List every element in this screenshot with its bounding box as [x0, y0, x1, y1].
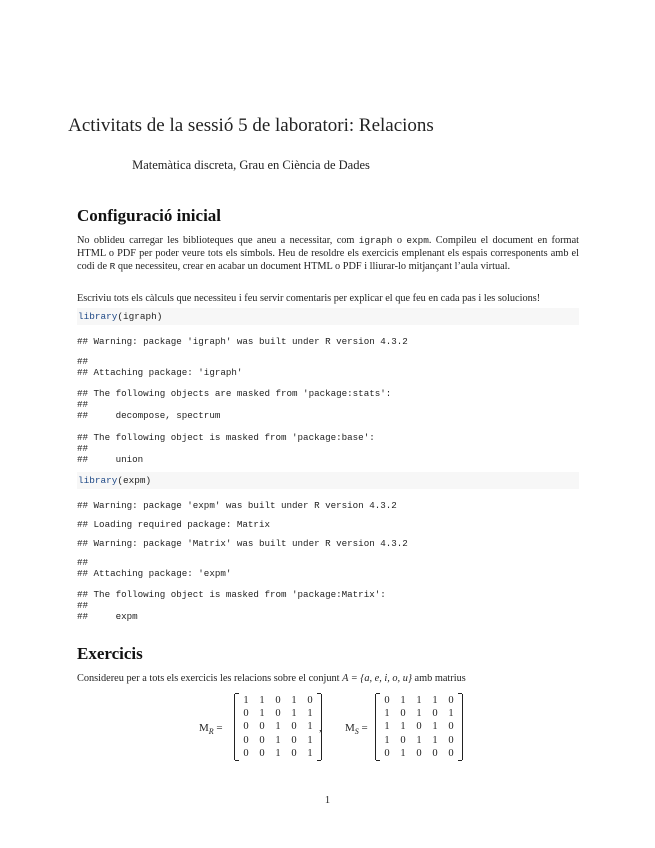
- matrix-r: [234, 694, 322, 760]
- matrix-cell: 1: [400, 747, 406, 759]
- para-text: que necessiteu, crear en acabar un document HTML o PDF i lliurar-lo mitjançant l’aula virtual.: [115, 260, 511, 272]
- section-heading-exercises: Exercicis: [77, 644, 143, 663]
- console-output: ## The following objects are masked from 'package:stats': ## ## decompose, spectrum: [77, 388, 392, 421]
- matrix-row: [238, 720, 318, 733]
- setup-paragraph: [77, 235, 579, 273]
- matrix-cell: 0: [384, 695, 390, 706]
- matrix-cell: 0: [243, 708, 249, 720]
- matrix-cell: 0: [448, 721, 454, 733]
- matrix-row: [238, 734, 318, 747]
- matrix-cell: 0: [259, 747, 265, 759]
- matrix-cell: 0: [259, 721, 265, 733]
- matrix-row: [379, 720, 459, 733]
- matrix-row: [379, 747, 459, 760]
- section-heading-setup: Configuració inicial: [77, 206, 222, 225]
- console-output: ## ## Attaching package: 'igraph': [77, 356, 243, 378]
- code-argument: (igraph): [117, 311, 163, 322]
- matrix-row: [238, 747, 318, 760]
- matrix-cell: 0: [432, 747, 438, 759]
- instructions-paragraph: Escriviu tots els càlculs que necessiteu i feu servir comentaris per explicar el que feu en cada pas i les solucions!: [77, 293, 541, 304]
- para-text: o: [392, 235, 407, 246]
- inline-code: expm: [406, 235, 429, 246]
- matrix-cell: 0: [384, 747, 390, 759]
- matrix-cell: 1: [307, 708, 313, 720]
- matrix-cell: 0: [243, 721, 249, 733]
- matrix-s: [375, 694, 463, 760]
- matrix-cell: 1: [243, 695, 249, 706]
- matrix-cell: 1: [275, 734, 281, 746]
- matrix-cell: 1: [416, 695, 422, 706]
- matrix-cell: 1: [400, 721, 406, 733]
- matrix-cell: 0: [259, 734, 265, 746]
- console-output: ## ## Attaching package: 'expm': [77, 557, 232, 579]
- matrix-cell: 1: [291, 708, 297, 720]
- console-output: ## Warning: package 'expm' was built under R version 4.3.2: [77, 500, 397, 511]
- matrix-cell: 0: [416, 747, 422, 759]
- document-subtitle: Matemàtica discreta, Grau en Ciència de Dades: [132, 158, 370, 172]
- page-number: 1: [324, 795, 331, 806]
- matrix-cell: 1: [384, 734, 390, 746]
- set-expression: A = {a, e, i, o, u}: [342, 673, 412, 684]
- matrix-cell: 0: [243, 747, 249, 759]
- matrix-cell: 1: [307, 747, 313, 759]
- matrix-cell: 0: [275, 695, 281, 706]
- matrix-cell: 0: [432, 708, 438, 720]
- matrix-row: [379, 694, 459, 707]
- matrix-cell: 0: [291, 747, 297, 759]
- code-function: library: [78, 311, 118, 322]
- code-function: library: [78, 475, 118, 486]
- code-argument: (expm): [117, 475, 152, 486]
- matrix-row: [238, 694, 318, 707]
- matrix-separator: ,: [319, 722, 322, 734]
- matrix-cell: 0: [448, 734, 454, 746]
- matrix-cell: 1: [432, 734, 438, 746]
- matrix-cell: 1: [400, 695, 406, 706]
- matrix-row: [379, 734, 459, 747]
- matrix-r-label: $M_R$ =: [199, 722, 223, 737]
- matrix-cell: 0: [243, 734, 249, 746]
- matrix-cell: 1: [416, 708, 422, 720]
- matrix-s-label: $M_S$ =: [345, 722, 368, 737]
- matrix-cell: 1: [275, 721, 281, 733]
- matrix-cell: 0: [307, 695, 313, 706]
- console-output: ## Warning: package 'Matrix' was built under R version 4.3.2: [77, 538, 408, 549]
- matrix-cell: 1: [432, 695, 438, 706]
- para-text: amb matrius: [411, 673, 466, 684]
- matrix-cell: 1: [307, 734, 313, 746]
- matrix-row: [238, 707, 318, 720]
- console-output: ## The following object is masked from 'package:base': ## ## union: [77, 432, 375, 465]
- console-output: ## Warning: package 'igraph' was built under R version 4.3.2: [77, 336, 408, 347]
- matrix-cell: 0: [448, 695, 454, 706]
- matrix-cell: 1: [416, 734, 422, 746]
- matrix-cell: 1: [384, 708, 390, 720]
- inline-code: R: [109, 260, 116, 272]
- matrix-cell: 0: [416, 721, 422, 733]
- console-output: ## Loading required package: Matrix: [77, 519, 270, 530]
- matrix-row: [379, 707, 459, 720]
- matrix-cell: 1: [259, 695, 265, 706]
- matrix-cell: 0: [448, 747, 454, 759]
- para-text: . Compileu el document en format HTML o PDF per poder veure tots els símbols. Heu de resoldre els exercicis emplenant els espais corresponents amb el codi de: [77, 235, 580, 272]
- matrix-cell: 0: [291, 734, 297, 746]
- matrix-cell: 0: [291, 721, 297, 733]
- matrix-cell: 1: [384, 721, 390, 733]
- matrix-cell: 0: [400, 734, 406, 746]
- code-block-expm: [77, 472, 579, 489]
- matrices-display: [199, 694, 579, 764]
- matrix-cell: 1: [307, 721, 313, 733]
- code-block-igraph: [77, 308, 579, 325]
- matrix-cell: 1: [291, 695, 297, 706]
- matrix-cell: 1: [275, 747, 281, 759]
- exercises-intro: [77, 673, 579, 686]
- para-text: Considereu per a tots els exercicis les relacions sobre el conjunt: [77, 673, 343, 684]
- matrix-cell: 0: [275, 708, 281, 720]
- matrix-cell: 1: [259, 708, 265, 720]
- console-output: ## The following object is masked from 'package:Matrix': ## ## expm: [77, 589, 386, 622]
- matrix-cell: 0: [400, 708, 406, 720]
- para-text: No oblideu carregar les biblioteques que aneu a necessitar, com: [77, 235, 359, 246]
- inline-code: igraph: [358, 235, 393, 246]
- matrix-cell: 1: [448, 708, 454, 720]
- document-title: Activitats de la sessió 5 de laboratori: Relacions: [68, 115, 434, 136]
- matrix-cell: 1: [432, 721, 438, 733]
